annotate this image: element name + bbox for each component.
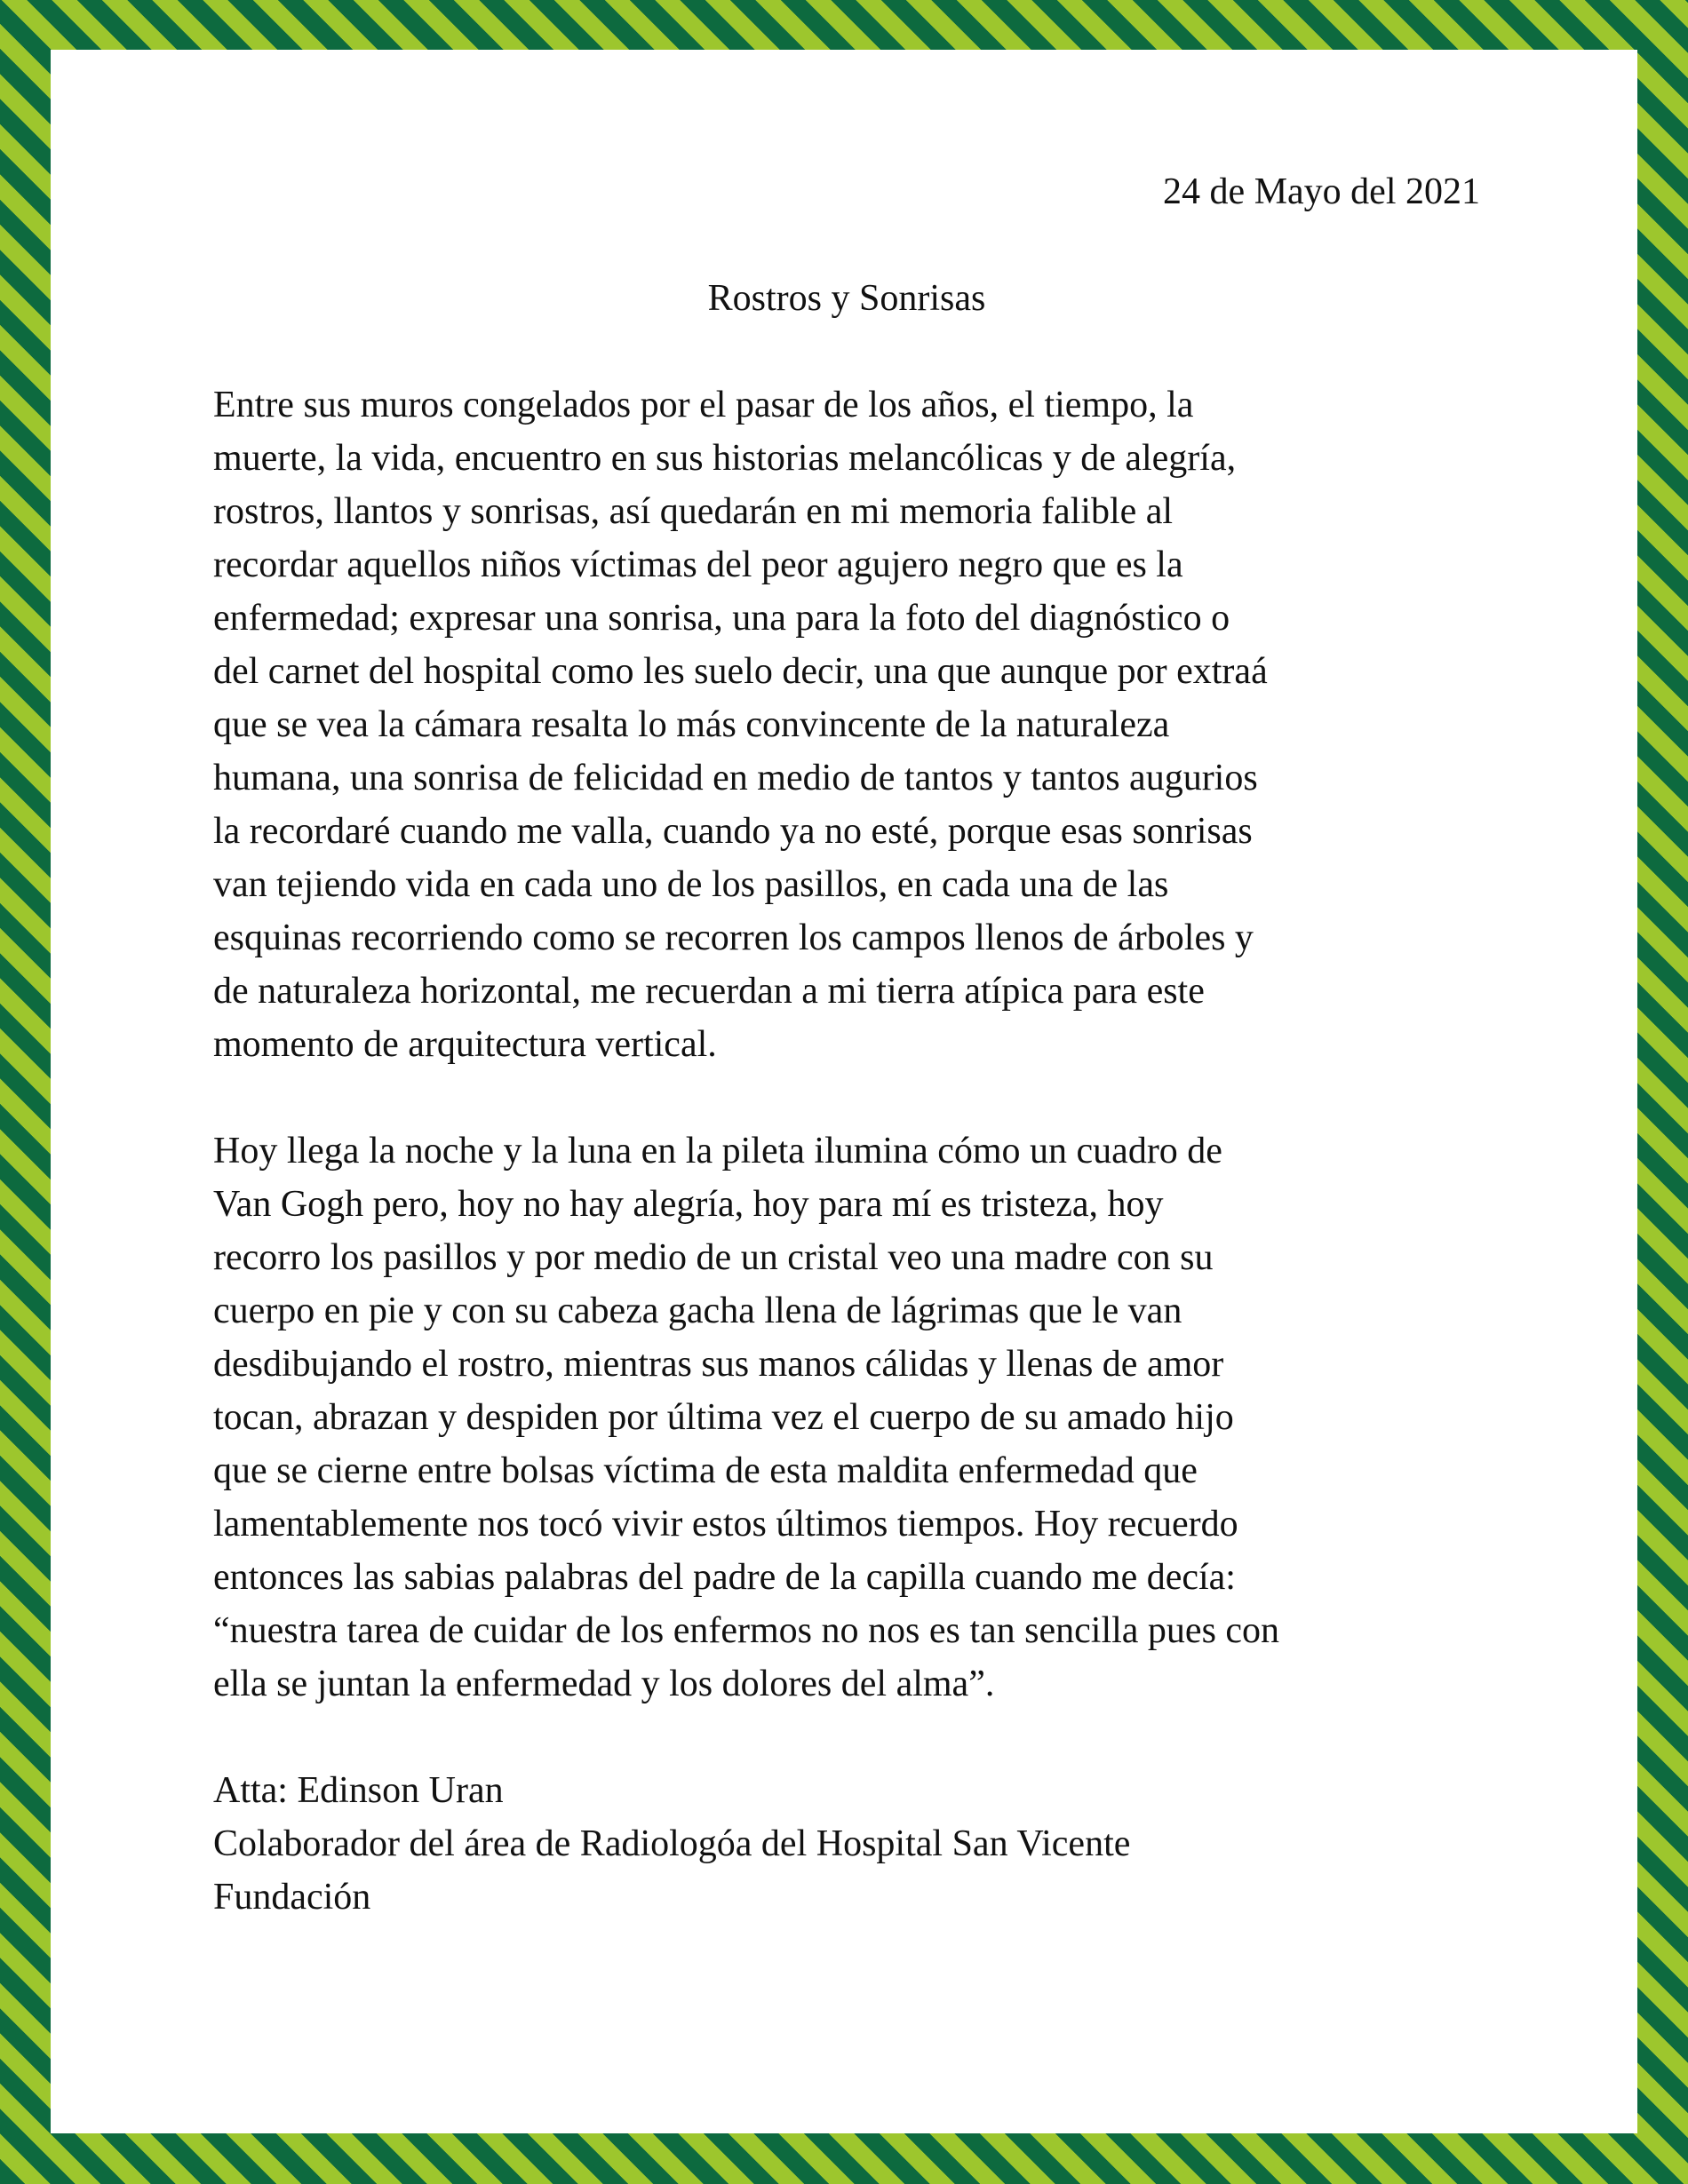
letter-body: [213, 165, 1546, 1924]
letter-page: [51, 50, 1637, 2133]
paragraph-2: Hoy llega la noche y la luna en la pileta ilumina cómo un cuadro de Van Gogh pero, hoy no hay alegría, hoy para mí es tristeza, hoy recorro los pasillos y por medio de un cristal veo una madre con su cuerpo en pie y con su cabeza gacha llena de lágrimas que le van desdibujando el rostro, mientras sus manos cálidas y llenas de amor tocan, abrazan y despiden por última vez el cuerpo de su amado hijo que se cierne entre bolsas víctima de esta maldita enfermedad que lamentablemente nos tocó vivir estos últimos tiempos. Hoy recuerdo entonces las sabias palabras del padre de la capilla cuando me decía: “nuestra tarea de cuidar de los enfermos no nos es tan sencilla pues con ella se juntan la enfermedad y los dolores del alma”.: [213, 1131, 1280, 1704]
letter-date: 24 de Mayo del 2021: [1163, 171, 1480, 212]
signature-block: Atta: Edinson Uran Colaborador del área de Radiologóa del Hospital San Vicente Fundación: [213, 1770, 1131, 1918]
letter-title: Rostros y Sonrisas: [707, 278, 986, 319]
paragraph-1: Entre sus muros congelados por el pasar de los años, el tiempo, la muerte, la vida, encuentro en sus historias melancólicas y de alegría, rostros, llantos y sonrisas, así quedarán en mi memoria falible al recordar aquellos niños víctimas del peor agujero negro que es la enfermedad; expresar una sonrisa, una para la foto del diagnóstico o del carnet del hospital como les suelo decir, una que aunque por extraá que se vea la cámara resalta lo más convincente de la naturaleza humana, una sonrisa de felicidad en medio de tantos y tantos augurios la recordaré cuando me valla, cuando ya no esté, porque esas sonrisas van tejiendo vida en cada uno de los pasillos, en cada una de las esquinas recorriendo como se recorren los campos llenos de árboles y de naturaleza horizontal, me recuerdan a mi tierra atípica para este momento de arquitectura vertical.: [213, 385, 1268, 1065]
